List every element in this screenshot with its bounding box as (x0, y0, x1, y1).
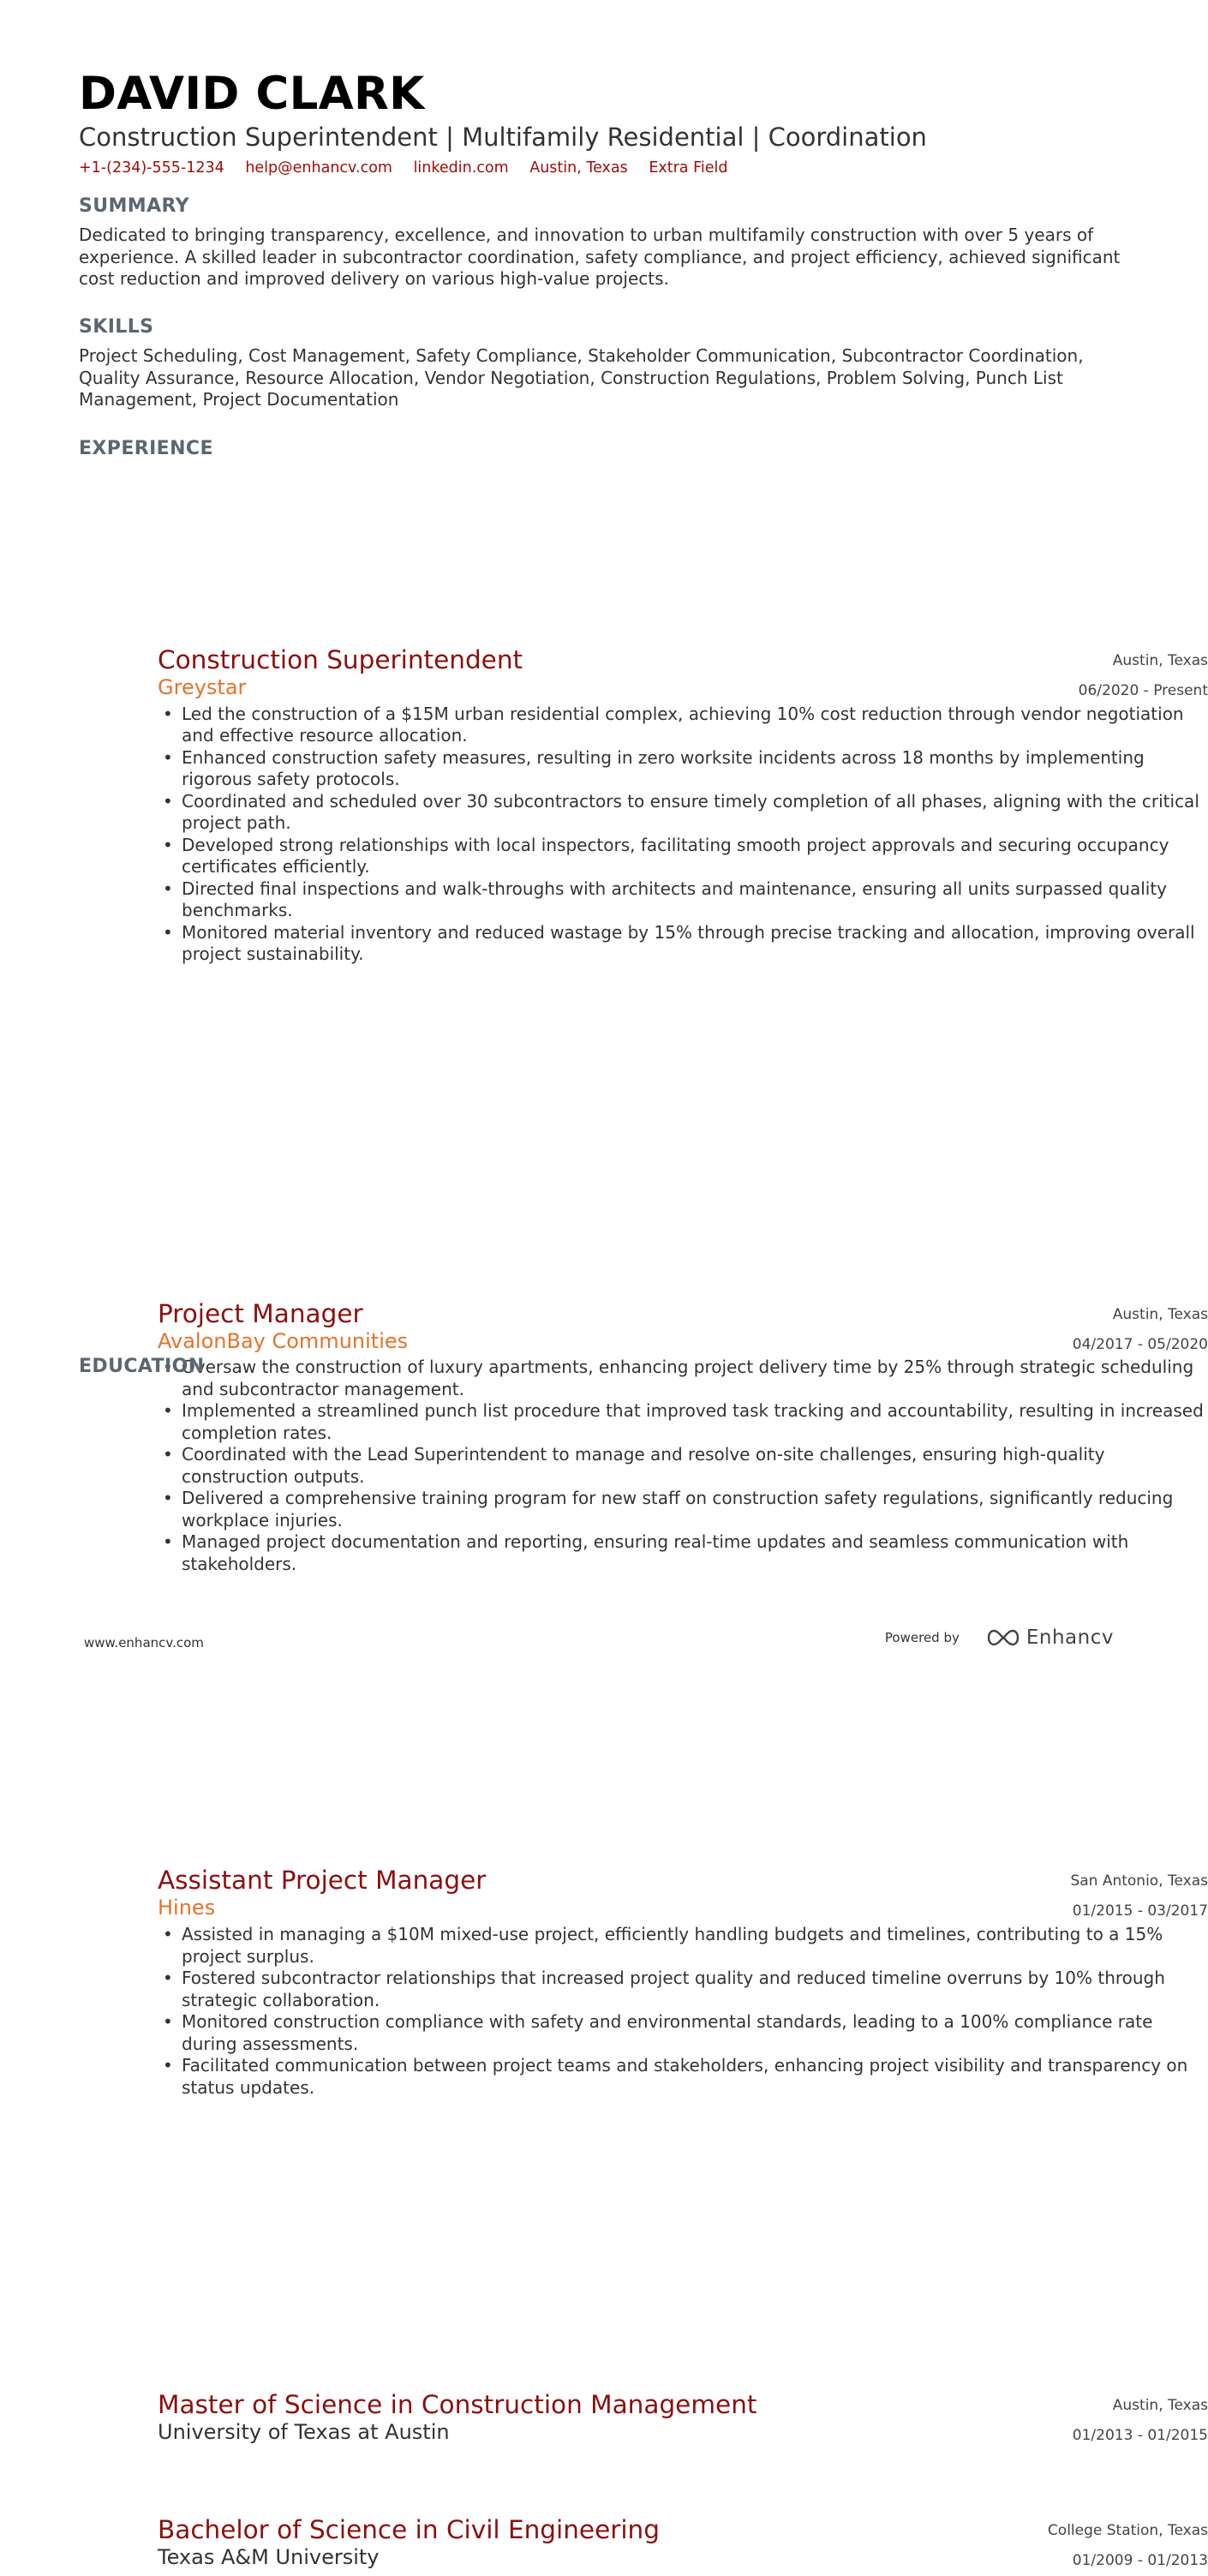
resume-header (79, 69, 1129, 178)
job-bullet: • Monitored construction compliance with safety and environmental standards, leading to a 100% compliance rate during assessments. (158, 2011, 1208, 2055)
experience-entry (158, 1866, 1208, 2099)
job-bullet: • Led the construction of a $15M urban residential complex, achieving 10% cost reduction through vendor negotiation and effective resource allocation. (158, 704, 1208, 747)
job-title: Project Manager (158, 1298, 363, 1328)
job-bullet: • Directed final inspections and walk-throughs with architects and maintenance, ensuring all units surpassed quality benchmarks. (158, 878, 1208, 922)
candidate-name: DAVID CLARK (79, 68, 425, 120)
job-bullet: • Monitored material inventory and reduced wastage by 15% through precise tracking and allocation, improving overall project sustainability. (158, 922, 1208, 966)
job-bullet: • Oversaw the construction of luxury apartments, enhancing project delivery time by 25% through strategic scheduling and subcontractor management. (158, 1357, 1208, 1400)
footer-branding (885, 1626, 1114, 1649)
job-location: San Antonio, Texas (1070, 1872, 1208, 1890)
education-dates: 01/2013 - 01/2015 (1072, 2427, 1208, 2445)
job-dates: 04/2017 - 05/2020 (1072, 1335, 1208, 1353)
education-dates: 01/2009 - 01/2013 (1072, 2551, 1208, 2569)
job-location: Austin, Texas (1112, 1305, 1208, 1323)
footer-website[interactable]: www.enhancv.com (84, 1635, 204, 1650)
job-meta (1073, 1300, 1208, 1360)
degree-title: Bachelor of Science in Civil Engineering (158, 2514, 660, 2544)
company-name: Greystar (158, 674, 247, 699)
job-dates: 01/2015 - 03/2017 (1072, 1902, 1208, 1920)
powered-by-label: Powered by (884, 1630, 960, 1645)
enhancv-logo-text: Enhancv (1026, 1626, 1114, 1649)
job-bullets (158, 704, 1208, 966)
job-bullet: • Assisted in managing a $10M mixed-use project, efficiently handling budgets and timelines, contributing to a 15% project surplus. (158, 1924, 1208, 1968)
job-bullet: • Facilitated communication between project teams and stakeholders, enhancing project visibility and transparency on status updates. (158, 2055, 1208, 2099)
summary-text: Dedicated to bringing transparency, excellence, and innovation to urban multifamily construction with over 5 years of experience. A skilled leader in subcontractor coordination, safety compliance, and project efficiency, achieved significant cost reduction and improved delivery on various high-value projects. (79, 225, 1121, 289)
company-name: AvalonBay Communities (158, 1328, 409, 1353)
education-entry (158, 2391, 1208, 2445)
job-title: Assistant Project Manager (158, 1866, 487, 1896)
job-bullet: • Delivered a comprehensive training program for new staff on construction safety regulations, significantly reducing workplace injuries. (158, 1488, 1208, 1531)
summary-heading: SUMMARY (79, 195, 189, 217)
summary-section (79, 195, 1129, 291)
skills-text: Project Scheduling, Cost Management, Safety Compliance, Stakeholder Communication, Subcontractor Coordination, Quality Assurance, Resource Allocation, Vendor Negotiation, Construction Regulations, Problem Solving, Punch List Management, Project Documentation (79, 345, 1084, 410)
education-meta (1073, 2391, 1208, 2451)
education-entry (158, 2516, 1208, 2570)
education-heading: EDUCATION (79, 1356, 205, 1377)
contact-extra-field: Extra Field (649, 159, 728, 177)
job-bullet: • Fostered subcontractor relationships that increased project quality and reduced timeline overruns by 10% through strategic collaboration. (158, 1968, 1208, 2011)
contact-line (79, 159, 1129, 178)
education-location: Austin, Texas (1112, 2397, 1208, 2415)
degree-title: Master of Science in Construction Management (158, 2390, 757, 2420)
education-meta (1048, 2516, 1208, 2576)
candidate-headline: Construction Superintendent | Multifamily Residential | Coordination (79, 123, 927, 153)
experience-section (79, 438, 1129, 459)
job-bullet: • Developed strong relationships with local inspectors, facilitating smooth project approvals and securing occupancy certificates efficiently. (158, 835, 1208, 878)
contact-location: Austin, Texas (529, 159, 628, 177)
education-section (79, 1356, 1129, 1377)
experience-heading: EXPERIENCE (79, 438, 213, 459)
job-bullet: • Managed project documentation and reporting, ensuring real-time updates and seamless communication with stakeholders. (158, 1531, 1208, 1575)
experience-entry (158, 646, 1208, 966)
education-location: College Station, Texas (1047, 2521, 1208, 2539)
job-bullets (158, 1924, 1208, 2099)
job-meta (1079, 646, 1208, 706)
contact-email[interactable]: help@enhancv.com (245, 159, 392, 177)
job-bullet: • Coordinated and scheduled over 30 subcontractors to ensure timely completion of all phases, aligning with the critical project path. (158, 791, 1208, 835)
enhancv-logo-icon[interactable] (984, 1626, 1114, 1649)
job-title: Construction Superintendent (158, 645, 523, 674)
company-name: Hines (158, 1896, 216, 1920)
job-bullet: • Implemented a streamlined punch list procedure that improved task tracking and accountability, resulting in increased completion rates. (158, 1400, 1208, 1444)
job-dates: 06/2020 - Present (1078, 682, 1208, 699)
skills-section (79, 316, 1129, 411)
school-name: University of Texas at Austin (158, 2420, 450, 2445)
job-location: Austin, Texas (1112, 652, 1208, 669)
school-name: Texas A&M University (158, 2544, 380, 2569)
job-bullet: • Coordinated with the Lead Superintendent to manage and resolve on-site challenges, ensuring high-quality construction outputs. (158, 1444, 1208, 1488)
contact-phone[interactable]: +1-(234)-555-1234 (79, 159, 224, 177)
job-meta (1070, 1866, 1208, 1926)
experience-entry (158, 1300, 1208, 1576)
job-bullet: • Enhanced construction safety measures, resulting in zero worksite incidents across 18 months by implementing rigorous safety protocols. (158, 747, 1208, 791)
job-bullets (158, 1357, 1208, 1575)
contact-linkedin[interactable]: linkedin.com (413, 159, 509, 177)
skills-heading: SKILLS (79, 316, 154, 338)
